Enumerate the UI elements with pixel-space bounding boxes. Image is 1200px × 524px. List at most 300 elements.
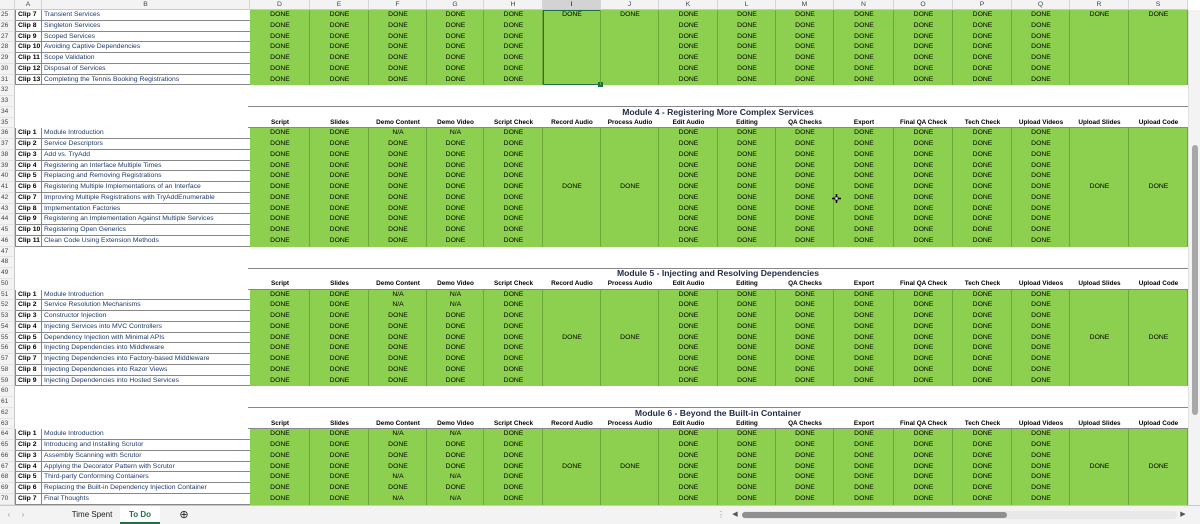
status-cell[interactable]: DONE xyxy=(1031,355,1051,362)
status-cell[interactable]: DONE xyxy=(854,75,874,83)
status-cell[interactable]: DONE xyxy=(795,333,815,341)
column-label[interactable]: Script Check xyxy=(493,118,534,126)
status-cell[interactable]: DONE xyxy=(737,451,757,459)
status-cell[interactable]: DONE xyxy=(388,441,408,448)
status-cell[interactable]: DONE xyxy=(972,43,993,51)
status-cell[interactable]: DONE xyxy=(388,43,408,51)
status-cell[interactable]: N/A xyxy=(392,473,404,481)
clip-number-cell[interactable]: Clip 7 xyxy=(15,10,42,21)
clip-number-cell[interactable]: Clip 4 xyxy=(15,462,42,473)
status-cell[interactable]: DONE xyxy=(854,215,874,223)
status-cell[interactable]: DONE xyxy=(854,344,874,352)
status-cell[interactable]: DONE xyxy=(854,161,874,169)
status-cell[interactable]: DONE xyxy=(854,451,874,459)
status-cell[interactable]: DONE xyxy=(270,183,290,190)
clip-number-cell[interactable]: Clip 9 xyxy=(15,214,42,225)
status-cell[interactable]: DONE xyxy=(737,462,757,470)
status-cell[interactable]: DONE xyxy=(795,32,815,40)
column-label[interactable]: Edit Audio xyxy=(672,279,705,287)
status-cell[interactable]: DONE xyxy=(913,322,934,330)
merged-status-cell[interactable]: DONE xyxy=(1089,333,1110,341)
column-label[interactable]: Upload Videos xyxy=(1018,118,1064,126)
status-cell[interactable]: DONE xyxy=(503,376,524,384)
status-cell[interactable]: DONE xyxy=(795,129,815,137)
status-cell[interactable]: DONE xyxy=(737,172,757,180)
row-number[interactable]: 44 xyxy=(0,214,15,225)
status-cell[interactable]: DONE xyxy=(913,172,934,180)
status-cell[interactable]: DONE xyxy=(737,355,757,362)
horizontal-scroll-thumb[interactable] xyxy=(742,512,1007,518)
status-cell[interactable]: N/A xyxy=(392,430,404,438)
column-header-i[interactable]: I xyxy=(543,0,601,10)
status-cell[interactable]: DONE xyxy=(503,11,524,18)
status-cell[interactable]: DONE xyxy=(1031,204,1051,212)
status-cell[interactable]: DONE xyxy=(503,473,524,481)
status-cell[interactable]: DONE xyxy=(329,140,350,147)
status-cell[interactable]: DONE xyxy=(678,64,699,72)
status-cell[interactable]: DONE xyxy=(270,430,290,438)
status-cell[interactable]: DONE xyxy=(737,430,757,438)
row-number[interactable]: 35 xyxy=(0,118,15,129)
status-cell[interactable]: DONE xyxy=(1031,344,1051,352)
status-cell[interactable]: N/A xyxy=(449,290,462,298)
status-cell[interactable]: DONE xyxy=(972,236,993,244)
status-cell[interactable]: DONE xyxy=(913,204,934,212)
status-cell[interactable]: DONE xyxy=(445,11,466,18)
merged-status-cell[interactable]: DONE xyxy=(620,333,640,341)
status-cell[interactable]: DONE xyxy=(972,290,993,298)
column-label[interactable]: Tech Check xyxy=(964,118,1001,126)
status-cell[interactable]: DONE xyxy=(503,312,524,319)
status-cell[interactable]: DONE xyxy=(972,344,993,352)
status-cell[interactable]: DONE xyxy=(913,54,934,61)
vertical-scroll-thumb[interactable] xyxy=(1192,145,1198,415)
status-cell[interactable]: DONE xyxy=(445,75,466,83)
status-cell[interactable]: DONE xyxy=(445,441,466,448)
status-cell[interactable]: DONE xyxy=(795,290,815,298)
status-cell[interactable]: DONE xyxy=(270,75,290,83)
status-cell[interactable]: DONE xyxy=(854,32,874,40)
clip-number-cell[interactable]: Clip 12 xyxy=(15,64,42,75)
status-cell[interactable]: DONE xyxy=(737,312,757,319)
row-number[interactable]: 63 xyxy=(0,419,15,430)
column-label[interactable]: Edit Audio xyxy=(672,419,705,427)
status-cell[interactable]: DONE xyxy=(503,75,524,83)
status-cell[interactable]: DONE xyxy=(445,236,466,244)
column-header-a[interactable]: A xyxy=(15,0,42,10)
status-cell[interactable]: DONE xyxy=(737,11,757,18)
status-cell[interactable]: DONE xyxy=(795,193,815,201)
add-sheet-icon[interactable]: ⊕ xyxy=(179,509,189,521)
scroll-right-icon[interactable]: ▶ xyxy=(1180,511,1186,518)
tab-to-do[interactable]: To Do xyxy=(120,506,160,524)
status-cell[interactable]: DONE xyxy=(678,462,699,470)
clip-title-cell[interactable]: Registering Open Generics xyxy=(42,225,250,236)
status-cell[interactable]: DONE xyxy=(972,312,993,319)
status-cell[interactable]: DONE xyxy=(329,322,350,330)
status-cell[interactable]: DONE xyxy=(678,172,699,180)
status-cell[interactable]: DONE xyxy=(503,236,524,244)
clip-title-cell[interactable]: Final Thoughts xyxy=(42,494,250,505)
status-cell[interactable]: DONE xyxy=(737,43,757,51)
status-cell[interactable]: DONE xyxy=(913,301,934,309)
clip-title-cell[interactable]: Scoped Services xyxy=(42,32,250,43)
status-cell[interactable]: DONE xyxy=(1031,43,1051,51)
row-number[interactable]: 39 xyxy=(0,161,15,172)
status-cell[interactable]: DONE xyxy=(913,21,934,29)
row-number[interactable]: 28 xyxy=(0,42,15,53)
status-cell[interactable]: DONE xyxy=(1031,473,1051,481)
clip-number-cell[interactable]: Clip 2 xyxy=(15,139,42,150)
status-cell[interactable]: DONE xyxy=(678,236,699,244)
status-cell[interactable]: DONE xyxy=(503,451,524,459)
clip-title-cell[interactable]: Injecting Dependencies into Factory-based Middleware xyxy=(42,354,250,365)
column-label[interactable]: Upload Slides xyxy=(1078,419,1121,427)
column-header-p[interactable]: P xyxy=(953,0,1012,10)
clip-number-cell[interactable]: Clip 11 xyxy=(15,236,42,247)
status-cell[interactable]: DONE xyxy=(329,451,350,459)
status-cell[interactable]: DONE xyxy=(972,473,993,481)
column-label[interactable]: Upload Code xyxy=(1138,279,1179,287)
status-cell[interactable]: DONE xyxy=(972,462,993,470)
clip-title-cell[interactable]: Module Introduction xyxy=(42,429,250,440)
status-cell[interactable]: DONE xyxy=(388,193,408,201)
status-cell[interactable]: DONE xyxy=(678,473,699,481)
status-cell[interactable]: DONE xyxy=(854,333,874,341)
status-cell[interactable]: DONE xyxy=(270,215,290,223)
status-cell[interactable]: DONE xyxy=(678,441,699,448)
status-cell[interactable]: DONE xyxy=(913,215,934,223)
vertical-scrollbar[interactable] xyxy=(1188,10,1200,505)
status-cell[interactable]: DONE xyxy=(972,161,993,169)
row-number[interactable]: 62 xyxy=(0,408,15,419)
status-cell[interactable]: DONE xyxy=(1031,54,1051,61)
status-cell[interactable]: DONE xyxy=(1031,193,1051,201)
clip-title-cell[interactable]: Injecting Dependencies into Middleware xyxy=(42,343,250,354)
status-cell[interactable]: DONE xyxy=(270,161,290,169)
status-cell[interactable]: DONE xyxy=(1031,376,1051,384)
status-cell[interactable]: DONE xyxy=(445,226,466,233)
status-cell[interactable]: DONE xyxy=(972,64,993,72)
row-number[interactable]: 59 xyxy=(0,376,15,387)
status-cell[interactable]: DONE xyxy=(270,312,290,319)
status-cell[interactable]: DONE xyxy=(329,226,350,233)
status-cell[interactable]: DONE xyxy=(678,301,699,309)
clip-number-cell[interactable]: Clip 8 xyxy=(15,21,42,32)
clip-number-cell[interactable]: Clip 10 xyxy=(15,42,42,53)
row-number[interactable]: 40 xyxy=(0,171,15,182)
status-cell[interactable]: DONE xyxy=(270,21,290,29)
clip-title-cell[interactable]: Transient Services xyxy=(42,10,250,21)
column-header-o[interactable]: O xyxy=(894,0,953,10)
clip-number-cell[interactable]: Clip 2 xyxy=(15,300,42,311)
status-cell[interactable]: DONE xyxy=(1031,290,1051,298)
status-cell[interactable]: DONE xyxy=(795,204,815,212)
column-header-g[interactable]: G xyxy=(427,0,484,10)
select-all-corner[interactable] xyxy=(0,0,15,10)
clip-title-cell[interactable]: Registering Multiple Implementations of an Interface xyxy=(42,182,250,193)
clip-number-cell[interactable]: Clip 1 xyxy=(15,128,42,139)
row-number[interactable]: 66 xyxy=(0,451,15,462)
status-cell[interactable]: DONE xyxy=(329,365,350,373)
tab-bar-splitter-icon[interactable]: ⋮ xyxy=(717,510,725,519)
merged-status-cell[interactable]: DONE xyxy=(620,462,640,470)
clip-number-cell[interactable]: Clip 1 xyxy=(15,290,42,301)
status-cell[interactable]: DONE xyxy=(329,333,350,341)
status-cell[interactable]: DONE xyxy=(445,215,466,223)
status-cell[interactable]: DONE xyxy=(854,193,874,201)
status-cell[interactable]: DONE xyxy=(270,355,290,362)
status-cell[interactable]: DONE xyxy=(270,54,290,61)
status-cell[interactable]: DONE xyxy=(854,484,874,491)
status-cell[interactable]: DONE xyxy=(388,376,408,384)
status-cell[interactable]: DONE xyxy=(445,21,466,29)
status-cell[interactable]: DONE xyxy=(388,75,408,83)
status-cell[interactable]: DONE xyxy=(270,11,290,18)
row-number[interactable]: 67 xyxy=(0,462,15,473)
status-cell[interactable]: DONE xyxy=(1031,183,1051,190)
status-cell[interactable]: DONE xyxy=(972,226,993,233)
status-cell[interactable]: DONE xyxy=(329,129,350,137)
status-cell[interactable]: DONE xyxy=(388,236,408,244)
status-cell[interactable]: N/A xyxy=(449,129,462,137)
status-cell[interactable]: DONE xyxy=(678,21,699,29)
status-cell[interactable]: DONE xyxy=(329,344,350,352)
row-number[interactable]: 27 xyxy=(0,32,15,43)
status-cell[interactable]: DONE xyxy=(329,462,350,470)
status-cell[interactable]: DONE xyxy=(854,21,874,29)
status-cell[interactable]: DONE xyxy=(854,494,874,502)
clip-title-cell[interactable]: Injecting Dependencies into Hosted Services xyxy=(42,376,250,387)
status-cell[interactable]: DONE xyxy=(972,140,993,147)
column-label[interactable]: Record Audio xyxy=(551,118,593,126)
status-cell[interactable]: DONE xyxy=(503,54,524,61)
status-cell[interactable]: DONE xyxy=(503,333,524,341)
column-label[interactable]: Tech Check xyxy=(964,279,1001,287)
status-cell[interactable]: DONE xyxy=(678,204,699,212)
status-cell[interactable]: DONE xyxy=(503,183,524,190)
status-cell[interactable]: DONE xyxy=(678,43,699,51)
column-header-l[interactable]: L xyxy=(718,0,776,10)
row-number[interactable]: 60 xyxy=(0,386,15,397)
column-label[interactable]: Export xyxy=(853,419,875,427)
status-cell[interactable]: DONE xyxy=(737,365,757,373)
status-cell[interactable]: DONE xyxy=(913,161,934,169)
status-cell[interactable]: DONE xyxy=(795,150,815,158)
status-cell[interactable]: DONE xyxy=(445,43,466,51)
clip-number-cell[interactable]: Clip 13 xyxy=(15,75,42,86)
column-label[interactable]: Upload Code xyxy=(1138,118,1179,126)
status-cell[interactable]: DONE xyxy=(913,290,934,298)
status-cell[interactable]: DONE xyxy=(854,473,874,481)
status-cell[interactable]: DONE xyxy=(913,451,934,459)
status-cell[interactable]: DONE xyxy=(737,441,757,448)
status-cell[interactable]: DONE xyxy=(795,140,815,147)
status-cell[interactable]: DONE xyxy=(795,451,815,459)
status-cell[interactable]: DONE xyxy=(503,129,524,137)
status-cell[interactable]: DONE xyxy=(737,473,757,481)
status-cell[interactable]: DONE xyxy=(445,204,466,212)
status-cell[interactable]: DONE xyxy=(678,430,699,438)
clip-title-cell[interactable]: Constructor Injection xyxy=(42,311,250,322)
status-cell[interactable]: DONE xyxy=(972,494,993,502)
status-cell[interactable]: DONE xyxy=(795,43,815,51)
status-cell[interactable]: DONE xyxy=(329,430,350,438)
status-cell[interactable]: DONE xyxy=(737,215,757,223)
status-cell[interactable]: DONE xyxy=(445,172,466,180)
row-number[interactable]: 49 xyxy=(0,268,15,279)
clip-title-cell[interactable]: Scope Validation xyxy=(42,53,250,64)
status-cell[interactable]: N/A xyxy=(449,430,462,438)
status-cell[interactable]: DONE xyxy=(972,75,993,83)
status-cell[interactable]: DONE xyxy=(329,193,350,201)
status-cell[interactable]: DONE xyxy=(678,183,699,190)
status-cell[interactable]: DONE xyxy=(854,322,874,330)
status-cell[interactable]: DONE xyxy=(854,54,874,61)
merged-status-cell[interactable]: DONE xyxy=(1089,11,1110,18)
status-cell[interactable]: DONE xyxy=(913,344,934,352)
column-label[interactable]: Upload Slides xyxy=(1078,279,1121,287)
merged-status-cell[interactable]: DONE xyxy=(1148,183,1169,190)
status-cell[interactable]: DONE xyxy=(270,484,290,491)
column-label[interactable]: Process Audio xyxy=(607,279,653,287)
status-cell[interactable]: DONE xyxy=(678,215,699,223)
status-cell[interactable]: DONE xyxy=(445,32,466,40)
status-cell[interactable]: DONE xyxy=(503,21,524,29)
status-cell[interactable]: DONE xyxy=(329,484,350,491)
column-header-b[interactable]: B xyxy=(42,0,250,10)
module-title[interactable]: Module 5 - Injecting and Resolving Dependencies xyxy=(617,268,819,278)
status-cell[interactable]: DONE xyxy=(678,344,699,352)
status-cell[interactable]: DONE xyxy=(270,344,290,352)
row-number[interactable]: 36 xyxy=(0,128,15,139)
status-cell[interactable]: DONE xyxy=(972,322,993,330)
clip-number-cell[interactable]: Clip 9 xyxy=(15,32,42,43)
clip-title-cell[interactable]: Injecting Services into MVC Controllers xyxy=(42,322,250,333)
status-cell[interactable]: DONE xyxy=(329,54,350,61)
status-cell[interactable]: DONE xyxy=(737,236,757,244)
status-cell[interactable]: DONE xyxy=(913,11,934,18)
row-number[interactable]: 55 xyxy=(0,333,15,344)
clip-number-cell[interactable]: Clip 7 xyxy=(15,494,42,505)
status-cell[interactable]: DONE xyxy=(1031,484,1051,491)
status-cell[interactable]: DONE xyxy=(1031,21,1051,29)
status-cell[interactable]: DONE xyxy=(329,11,350,18)
status-cell[interactable]: DONE xyxy=(795,494,815,502)
status-cell[interactable]: DONE xyxy=(972,129,993,137)
status-cell[interactable]: DONE xyxy=(737,161,757,169)
status-cell[interactable]: DONE xyxy=(503,365,524,373)
status-cell[interactable]: DONE xyxy=(329,32,350,40)
status-cell[interactable]: DONE xyxy=(795,344,815,352)
status-cell[interactable]: DONE xyxy=(737,129,757,137)
status-cell[interactable]: DONE xyxy=(678,193,699,201)
status-cell[interactable]: DONE xyxy=(737,54,757,61)
status-cell[interactable]: DONE xyxy=(854,129,874,137)
row-number[interactable]: 42 xyxy=(0,193,15,204)
column-label[interactable]: Export xyxy=(853,279,875,287)
status-cell[interactable]: DONE xyxy=(972,204,993,212)
status-cell[interactable]: DONE xyxy=(795,301,815,309)
status-cell[interactable]: DONE xyxy=(854,226,874,233)
status-cell[interactable]: DONE xyxy=(854,140,874,147)
clip-title-cell[interactable]: Improving Multiple Registrations with TryAddEnumerable xyxy=(42,193,250,204)
column-label[interactable]: Demo Video xyxy=(437,279,474,287)
status-cell[interactable]: DONE xyxy=(329,43,350,51)
status-cell[interactable]: DONE xyxy=(678,150,699,158)
merged-status-cell[interactable]: DONE xyxy=(562,183,582,190)
status-cell[interactable]: DONE xyxy=(329,301,350,309)
status-cell[interactable]: DONE xyxy=(270,32,290,40)
status-cell[interactable]: DONE xyxy=(270,129,290,137)
column-label[interactable]: Edit Audio xyxy=(672,118,705,126)
column-label[interactable]: Script xyxy=(270,279,290,287)
status-cell[interactable]: DONE xyxy=(1031,301,1051,309)
clip-title-cell[interactable]: Clean Code Using Extension Methods xyxy=(42,236,250,247)
status-cell[interactable]: DONE xyxy=(388,54,408,61)
status-cell[interactable]: DONE xyxy=(503,430,524,438)
merged-status-cell[interactable]: DONE xyxy=(562,11,582,18)
column-label[interactable]: Export xyxy=(853,118,875,126)
status-cell[interactable]: DONE xyxy=(795,215,815,223)
status-cell[interactable]: DONE xyxy=(913,462,934,470)
prev-sheet-icon[interactable]: ‹ xyxy=(7,510,11,519)
status-cell[interactable]: DONE xyxy=(1031,215,1051,223)
row-number[interactable]: 65 xyxy=(0,440,15,451)
status-cell[interactable]: DONE xyxy=(795,236,815,244)
clip-number-cell[interactable]: Clip 6 xyxy=(15,483,42,494)
status-cell[interactable]: DONE xyxy=(270,172,290,180)
status-cell[interactable]: DONE xyxy=(388,204,408,212)
status-cell[interactable]: N/A xyxy=(392,494,404,502)
clip-title-cell[interactable]: Registering an Interface Multiple Times xyxy=(42,161,250,172)
column-label[interactable]: Final QA Check xyxy=(900,279,947,287)
row-number[interactable]: 64 xyxy=(0,429,15,440)
status-cell[interactable]: DONE xyxy=(270,322,290,330)
row-number[interactable]: 38 xyxy=(0,150,15,161)
status-cell[interactable]: DONE xyxy=(329,204,350,212)
status-cell[interactable]: DONE xyxy=(270,473,290,481)
status-cell[interactable]: DONE xyxy=(972,32,993,40)
status-cell[interactable]: DONE xyxy=(388,21,408,29)
row-number[interactable]: 43 xyxy=(0,204,15,215)
status-cell[interactable]: N/A xyxy=(392,301,404,309)
row-number[interactable]: 56 xyxy=(0,343,15,354)
status-cell[interactable]: DONE xyxy=(972,301,993,309)
status-cell[interactable]: DONE xyxy=(1031,140,1051,147)
status-cell[interactable]: DONE xyxy=(737,301,757,309)
column-header-m[interactable]: M xyxy=(776,0,834,10)
status-cell[interactable]: N/A xyxy=(449,494,462,502)
row-number[interactable]: 29 xyxy=(0,53,15,64)
status-cell[interactable]: DONE xyxy=(1031,226,1051,233)
column-label[interactable]: Final QA Check xyxy=(900,118,947,126)
status-cell[interactable]: DONE xyxy=(270,64,290,72)
column-header-r[interactable]: R xyxy=(1070,0,1129,10)
status-cell[interactable]: DONE xyxy=(503,301,524,309)
merged-status-cell[interactable]: DONE xyxy=(1089,462,1110,470)
merged-status-cell[interactable]: DONE xyxy=(620,183,640,190)
clip-number-cell[interactable]: Clip 2 xyxy=(15,440,42,451)
status-cell[interactable]: DONE xyxy=(388,183,408,190)
clip-title-cell[interactable]: Module Introduction xyxy=(42,290,250,301)
row-number[interactable]: 30 xyxy=(0,64,15,75)
status-cell[interactable]: DONE xyxy=(503,344,524,352)
status-cell[interactable]: DONE xyxy=(795,365,815,373)
status-cell[interactable]: DONE xyxy=(1031,172,1051,180)
status-cell[interactable]: DONE xyxy=(913,183,934,190)
status-cell[interactable]: DONE xyxy=(445,462,466,470)
